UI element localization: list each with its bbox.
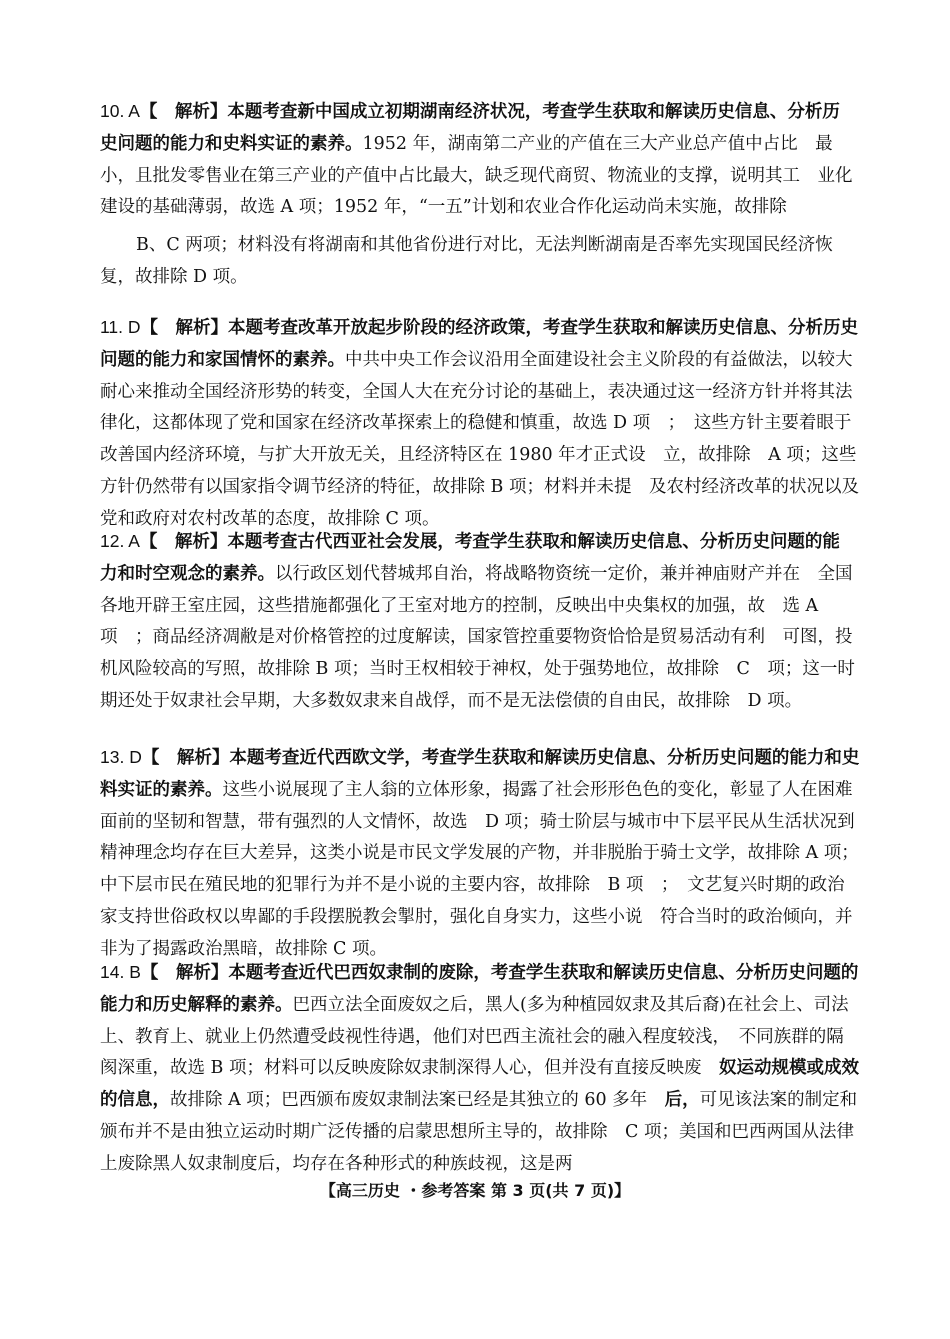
item-analysis-body: 以行政区划代替城邦自治，将战略物资统一定价，兼并神庙财产并在 全国各地开辟王室庄园，这些措施都强化了王室对地方的控制，反映出中央集权的加强，故 选 A 项 ；商品经济凋敝是对价格管控的过度解读，国家管控重要物资恰恰是贸易活动有利 可图，投机风险较高的写照，故排除 B 项；当时王权相较于神权，处于强势地位，故排除 C 项；这一时期还处于奴隶社会早期，大多数奴隶来自战俘，而不是无法偿债的自由民，故排除 D 项。 [100,563,855,711]
item-analysis-body-part2: 故排除 A 项；巴西颁布废奴隶制法案已经是其独立的 60 多年 [170,1090,665,1111]
item-analysis-body: 中共中央工作会议沿用全面建设社会主义阶段的有益做法，以较大耐心来推动全国经济形势的转变，全国人大在充分讨论的基础上，表决通过这一经济方针并将其法律化，这都体现了党和国家在经济改革探索上的稳健和慎重，故选 D 项 ； 这些方针主要着眼于改善国内经济环境，与扩大开放无关，且经济特区在 1980 年才正式设 立，故排除 A 项；这些方针仍然带有以国家指令调节经济的特征，故排除 B 项；材料并未提 及农村经济改革的状况以及党和政府对农村改革的态度，故排除 C 项。 [100,349,859,529]
item-number: 10. A [100,101,140,121]
item-analysis-body-part3: 可见该法案的制定和颁布并不是由独立运动时期广泛传播的启蒙思想所主导的，故排除 C 项；美国和巴西两国从法律上废除黑人奴隶制度后，均存在各种形式的种族歧视，这是两 [100,1090,858,1174]
item-analysis-heading: 【 解析】本题考查新中国成立初期湖南经济状况，考查学生获取和解读历史信息、分析历 史问题的能力和史料实证的素养。 [100,102,858,154]
item-number: 14. B [100,962,141,982]
item-analysis-heading: 【 解析】本题考查近代西欧文学，考查学生获取和解读历史信息、分析历史问题的能力和史料实证的素养。 [100,748,860,800]
item-analysis-heading: 【 解析】本题考查近代巴西奴隶制的废除，考查学生获取和解读历史信息、分析历史问题的能力和历史解释的素养。 [100,963,859,1015]
answer-item-11 [100,312,860,536]
item-analysis-body: 这些小说展现了主人翁的立体形象，揭露了社会形形色色的变化，彰显了人在困难面前的坚韧和智慧，带有强烈的人文情怀，故选 D 项；骑士阶层与城市中下层平民从生活状况到精神理念均存在巨大差异，这类小说是市民文学发展的产物，并非脱胎于骑士文学，故排除 A 项；中下层市民在殖民地的犯罪行为并不是小说的主要内容，故排除 B 项 ； 文艺复兴时期的政治家支持世俗政权以卑鄙的手段摆脱教会掣肘，强化自身实力，这些小说 符合当时的政治倾向，并非为了揭露政治黑暗，故排除 C 项。 [100,779,859,959]
item-analysis-bold-fragment: 奴运动规模或成效的信息， [100,1058,859,1111]
answer-item-14 [100,957,860,1181]
answer-item-12 [100,526,860,718]
answer-item-10 [100,96,860,294]
item-analysis-heading: 【 解析】本题考查改革开放起步阶段的经济政策，考查学生获取和解读历史信息、分析历史问题的能力和家国情怀的素养。 [100,318,859,370]
item-analysis-bold-fragment-2: 后， [664,1090,700,1111]
item-analysis-body: 巴西立法全面废奴之后，黑人(多为种植园奴隶及其后裔)在社会上、司法上、教育上、就业上仍然遭受歧视性待遇，他们对巴西主流社会的融入程度较浅， 不同族群的隔阂深重，故选 B 项；材料可以反映废除奴隶制深得人心，但并没有直接反映废 [100,994,849,1079]
item-number: 12. A [100,531,140,551]
item-analysis-body: 1952 年，湖南第二产业的产值在三大产业总产值中占比 最小，且批发零售业在第三产业的产值中占比最大，缺乏现代商贸、物流业的支撑，说明其工 业化建设的基础薄弱，故选 A 项；1952 年，“一五”计划和农业合作化运动尚未实施，故排除 [100,133,853,218]
item-analysis-heading: 【 解析】本题考查古代西亚社会发展，考查学生获取和解读历史信息、分析历史问题的能 力和时空观念的素养。 [100,532,858,584]
item-number: 13. D [100,747,142,767]
item-analysis-continued: B、C 两项；材料没有将湖南和其他省份进行对比，无法判断湖南是否率先实现国民经济恢 复，故排除 D 项。 [100,235,851,287]
answer-item-13 [100,742,860,966]
item-number: 11. D [100,317,141,337]
page-footer: 【高三历史 ・参考答案 第 3 页(共 7 页)】 [319,1181,631,1200]
